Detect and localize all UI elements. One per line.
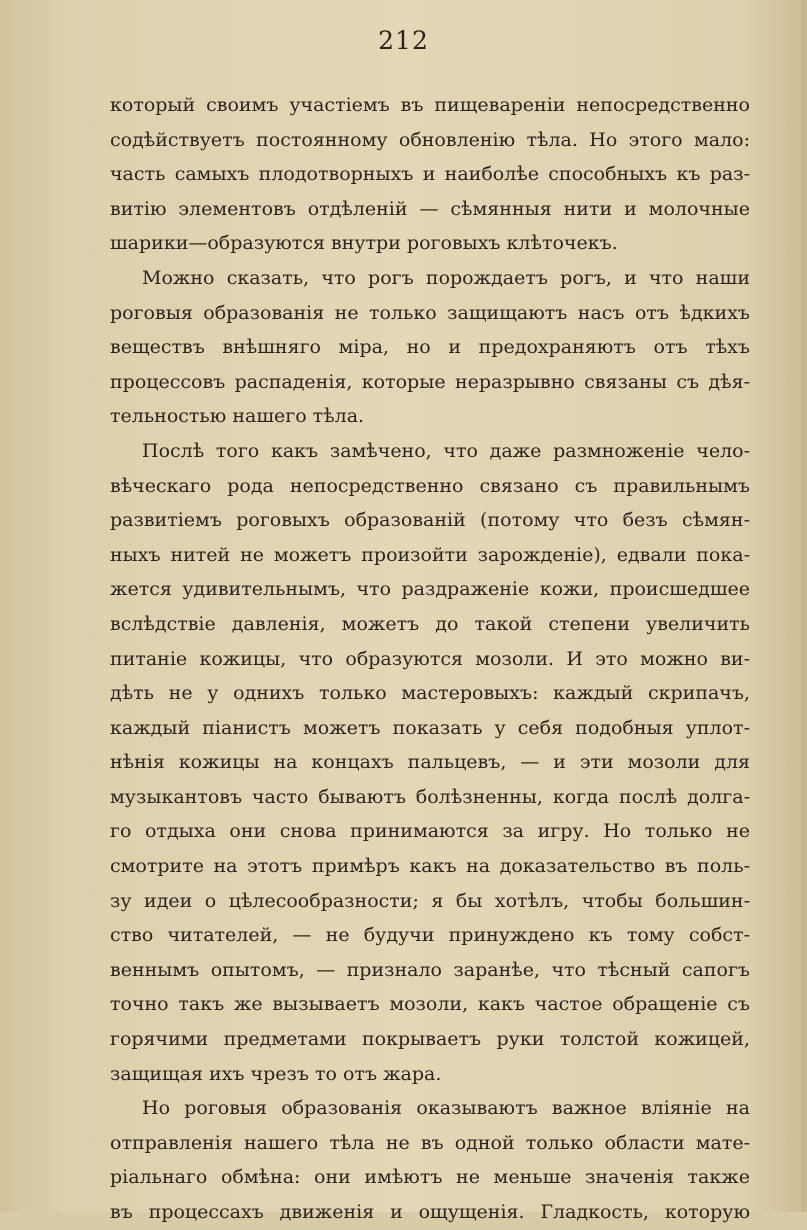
text-line: отправленія нашего тѣла не въ одной только области мате-: [110, 1131, 750, 1154]
text-line: каждый піанистъ можетъ показать у себя подобныя уплот-: [110, 716, 750, 739]
text-line: питаніе кожицы, что образуются мозоли. И это можно ви-: [110, 647, 750, 670]
text-line: веннымъ опытомъ, — признало заранѣе, что тѣсный сапогъ: [110, 958, 750, 981]
text-line: ныхъ нитей не можетъ произойти зарожденіе), едвали пока-: [110, 543, 750, 566]
text-line: Послѣ того какъ замѣчено, что даже размноженіе чело-: [142, 439, 750, 462]
text-line: го отдыха они снова принимаются за игру. Но только не: [110, 820, 750, 843]
text-line: жется удивительнымъ, что раздраженіе кожи, происшедшее: [110, 578, 750, 601]
text-line: Можно сказать, что рогъ порождаетъ рогъ, и что наши: [142, 266, 750, 289]
text-line: ство читателей, — не будучи принуждено къ тому собст-: [110, 924, 750, 947]
text-line: шарики—образуются внутри роговыхъ клѣточекъ.: [110, 232, 618, 255]
text-line: дѣть не у однихъ только мастеровыхъ: каждый скрипачъ,: [110, 682, 750, 705]
body-text: [110, 88, 750, 1230]
text-line: ріальнаго обмѣна: они имѣютъ не меньше значенія также: [110, 1166, 750, 1189]
page-number: 212: [378, 26, 429, 55]
text-line: тельностью нашего тѣла.: [110, 405, 365, 428]
text-line: горячими предметами покрываетъ руки толстой кожицей,: [110, 1028, 750, 1051]
text-line: содѣйствуетъ постоянному обновленію тѣла. Но этого мало:: [110, 128, 750, 151]
text-line: въ процессахъ движенія и ощущенія. Гладкость, которую: [110, 1201, 750, 1223]
text-line: Но роговыя образованія оказываютъ важное вліяніе на: [142, 1097, 750, 1120]
text-line: зу идеи о цѣлесообразности; я бы хотѣлъ, чтобы большин-: [110, 889, 750, 912]
text-line: вѣческаго рода непосредственно связано съ правильнымъ: [110, 474, 750, 497]
text-line: процессовъ распаденія, которые неразрывно связаны съ дѣя-: [110, 370, 750, 393]
text-line: нѣнія кожицы на концахъ пальцевъ, — и эти мозоли для: [110, 751, 750, 774]
text-line: вслѣдствіе давленія, можетъ до такой степени увеличить: [110, 612, 750, 635]
text-line: веществъ внѣшняго міра, но и предохраняютъ отъ тѣхъ: [110, 336, 750, 359]
text-line: витію элементовъ отдѣленій — сѣмянныя нити и молочные: [110, 197, 750, 220]
text-line: точно такъ же вызываетъ мозоли, какъ частое обращеніе съ: [110, 993, 750, 1016]
text-line: развитіемъ роговыхъ образованій (потому что безъ сѣмян-: [110, 509, 750, 532]
text-line: роговыя образованія не только защищаютъ насъ отъ ѣдкихъ: [110, 301, 750, 324]
page-edge: [801, 0, 807, 1212]
text-line: часть самыхъ плодотворныхъ и наиболѣе способныхъ къ раз-: [110, 163, 750, 186]
text-line: смотрите на этотъ примѣръ какъ на доказательство въ поль-: [110, 855, 750, 878]
text-line: который своимъ участіемъ въ пищевареніи непосредственно: [110, 94, 750, 116]
text-line: защищая ихъ чрезъ то отъ жара.: [110, 1062, 442, 1085]
text-line: музыкантовъ часто бываютъ болѣзненны, когда послѣ долга-: [110, 785, 750, 808]
